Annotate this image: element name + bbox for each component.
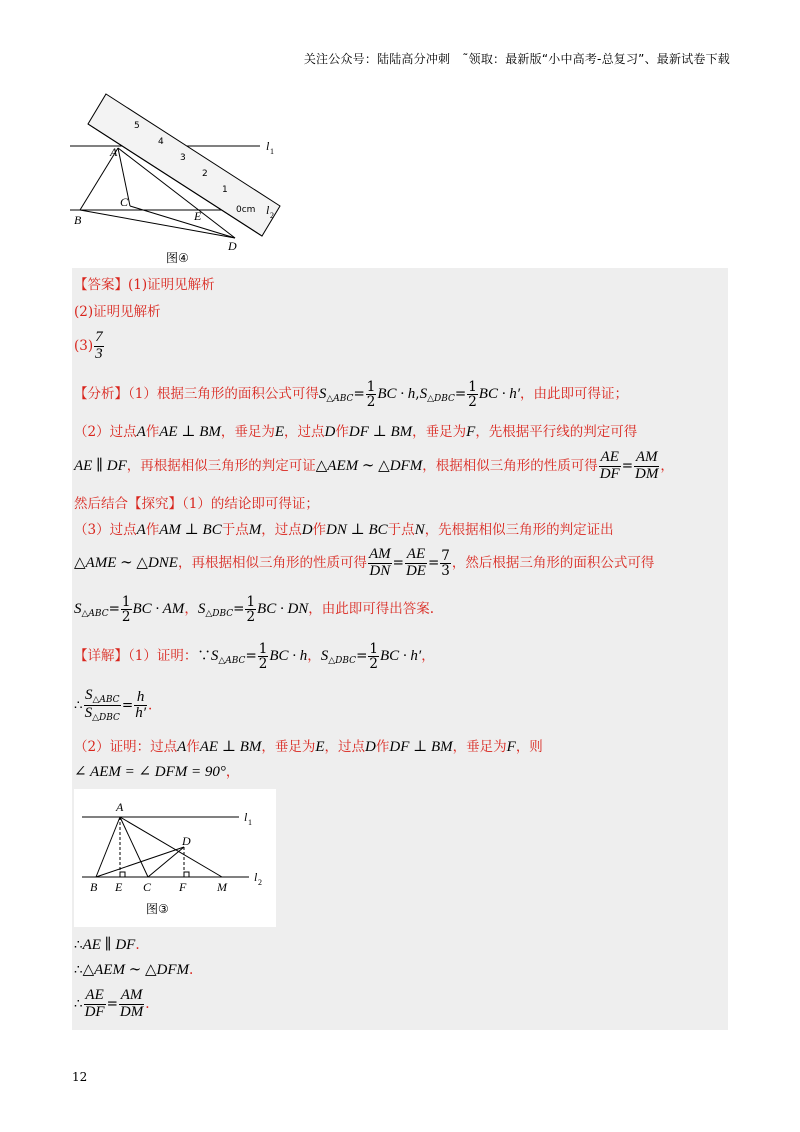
label-l1-sub: 1 bbox=[270, 147, 274, 156]
label-f: F bbox=[179, 880, 187, 894]
ruler-tick: 0cm bbox=[236, 205, 256, 215]
analysis-line-7: $S_{\triangle ABC}=$ $\frac{1}{2}$ BC · AM，$S_{\triangle DBC}=$ $\frac{1}{2}$ BC · DN，由此即可得出答案. bbox=[74, 594, 435, 626]
detail-line-6: ∴△AEM ∼ △DFM. bbox=[74, 962, 194, 978]
label-a: A bbox=[116, 800, 124, 814]
label-a: A bbox=[110, 145, 118, 159]
detail-line-3: （2）证明：过点A作AE ⊥ BM，垂足为E，过点D作DF ⊥ BM，垂足为F，则 bbox=[74, 739, 543, 755]
analysis-line-1: 【分析】（1）根据三角形的面积公式可得$S_{\triangle ABC}=$ $\frac{1}{2}$ BC · $h,S_{\triangle DBC}=$ $\frac{1}{2}$ BC · h′，由此即可得证； bbox=[74, 379, 628, 411]
right-angle-e bbox=[120, 872, 125, 877]
segment-ac bbox=[120, 817, 148, 877]
figure-4 bbox=[70, 88, 300, 268]
detail-line-4: ∠ AEM = ∠ DFM = 90°， bbox=[74, 764, 240, 780]
analysis-line-3: AE ∥ DF，再根据相似三角形的判定可证△AEM ∼ △DFM，根据相似三角形的性质可得 $\frac{AE}{DF}$ = $\frac{AM}{DM}$ ， bbox=[74, 449, 674, 482]
page-header: 关注公众号：陆陆高分冲刺 ˜领取：最新版“小中高考-总复习”、最新试卷下载 bbox=[303, 52, 730, 66]
answer-line-3: (3) $\frac{7}{3}$ bbox=[74, 329, 103, 362]
label-e: E bbox=[194, 209, 202, 223]
label-c: C bbox=[143, 880, 152, 894]
analysis-line-5: （3）过点A作AM ⊥ BC于点M，过点D作DN ⊥ BC于点N，先根据相似三角形的判定证出 bbox=[74, 522, 614, 538]
label-m: M bbox=[217, 880, 227, 894]
label-d: D bbox=[228, 239, 237, 253]
analysis-line-2: （2）过点A作AE ⊥ BM，垂足为E，过点D作DF ⊥ BM，垂足为F，先根据平行线的判定可得 bbox=[74, 424, 638, 440]
detail-line-5: ∴AE ∥ DF. bbox=[74, 937, 140, 953]
analysis-line-6: △AME ∼ △DNE，再根据相似三角形的性质可得 $\frac{AM}{DN}$ = $\frac{AE}{DE}$ = $\frac{7}{3}$ ，然后根据三角形的面积公式可得 bbox=[74, 546, 655, 579]
ruler-tick: 4 bbox=[158, 137, 164, 147]
label-c: C bbox=[120, 195, 129, 209]
segment-bd bbox=[96, 847, 184, 877]
ruler-tick: 3 bbox=[180, 153, 186, 163]
segment-am bbox=[120, 817, 222, 877]
label-l2: l bbox=[266, 203, 270, 217]
label-l2-sub: 2 bbox=[270, 211, 274, 220]
detail-line-2: ∴ $\frac{S_{\triangle ABC}}{S_{\triangle DBC}}$ = $\frac{h}{h'}$ . bbox=[74, 687, 153, 724]
label-l1-sub: 1 bbox=[248, 818, 252, 827]
analysis-line-4: 然后结合【探究】（1）的结论即可得证； bbox=[74, 496, 319, 512]
ruler-tick: 1 bbox=[222, 185, 228, 195]
answer-line-1: 【答案】(1)证明见解析 bbox=[74, 277, 215, 293]
figure-4-caption: 图④ bbox=[166, 251, 189, 265]
label-d: D bbox=[182, 834, 191, 848]
label-e: E bbox=[115, 880, 123, 894]
explore-tag: 【探究】 bbox=[128, 496, 182, 512]
segment-cd bbox=[148, 847, 184, 877]
page-number: 12 bbox=[72, 1070, 88, 1084]
right-angle-f bbox=[184, 872, 189, 877]
segment-ab bbox=[96, 817, 120, 877]
ruler-tick: 2 bbox=[202, 169, 208, 179]
ruler-tick: 5 bbox=[134, 121, 140, 131]
detail-tag: 【详解】 bbox=[74, 648, 128, 665]
label-b: B bbox=[90, 880, 98, 894]
answer-line-2: (2)证明见解析 bbox=[74, 304, 161, 320]
figure-3 bbox=[74, 789, 276, 927]
label-b: B bbox=[74, 213, 82, 227]
label-l1: l bbox=[266, 139, 270, 153]
label-l1: l bbox=[244, 810, 248, 824]
analysis-tag: 【分析】 bbox=[74, 386, 128, 403]
label-l2-sub: 2 bbox=[258, 878, 262, 887]
label-l2: l bbox=[254, 870, 258, 884]
detail-line-1: 【详解】（1）证明：$\because S_{\triangle ABC}=$ $\frac{1}{2}$ BC · h，$S_{\triangle DBC}=$ $\frac{1}{2}$ BC · h′， bbox=[74, 641, 435, 673]
detail-line-7: ∴ $\frac{AE}{DF}$ = $\frac{AM}{DM}$ . bbox=[74, 987, 150, 1020]
figure-3-caption: 图③ bbox=[146, 902, 169, 916]
answer-tag: 【答案】 bbox=[74, 277, 128, 293]
